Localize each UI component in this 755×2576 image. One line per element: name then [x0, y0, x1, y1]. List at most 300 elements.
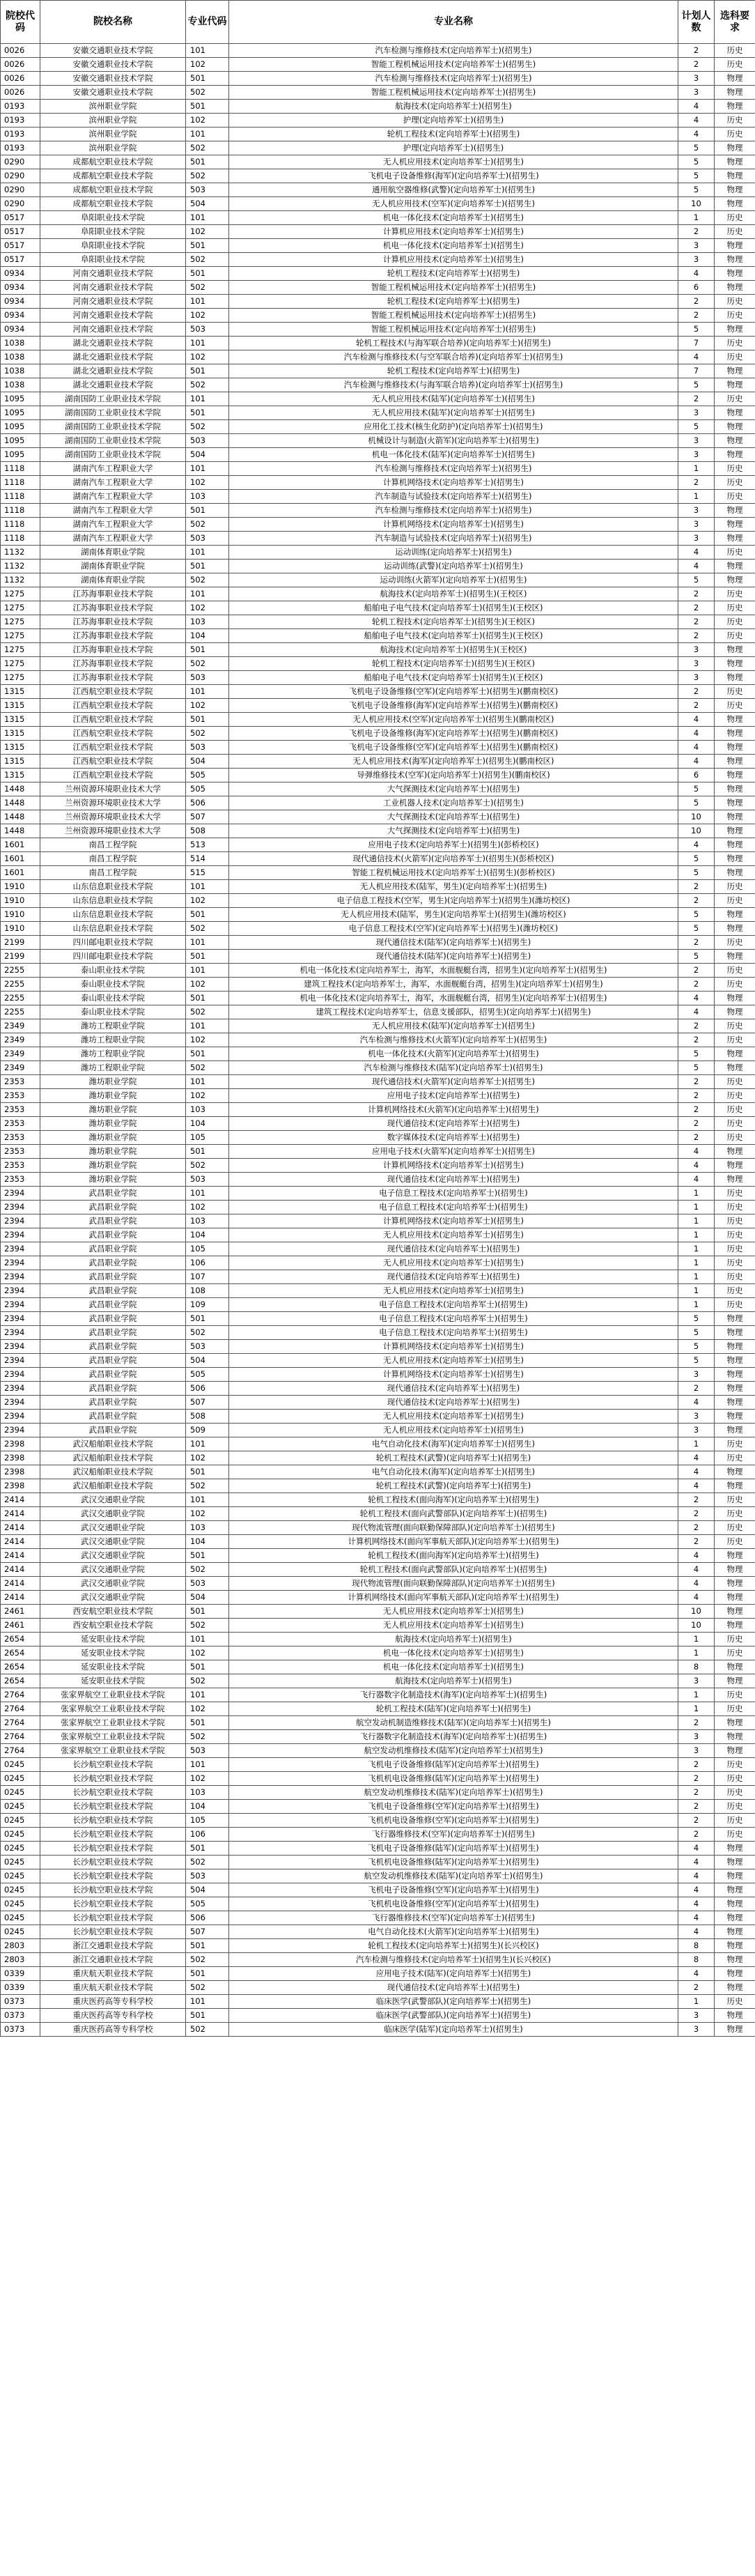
cell-plan-count: 3 — [678, 406, 715, 420]
cell-school-name: 成都航空职业技术学院 — [40, 155, 186, 169]
table-row — [1, 1995, 755, 2009]
cell-subject-requirement: 历史 — [715, 1437, 755, 1451]
cell-school-name: 长沙航空职业技术学院 — [40, 1814, 186, 1828]
table-row — [1, 978, 755, 992]
cell-school-name: 武昌职业学院 — [40, 1242, 186, 1256]
cell-school-code: 0517 — [1, 211, 40, 225]
cell-major-name: 航海技术(定向培养军士)(招男生) — [229, 100, 678, 114]
cell-major-name: 电子信息工程技术(定向培养军士)(招男生) — [229, 1201, 678, 1214]
table-row — [1, 1493, 755, 1507]
cell-school-name: 南昌工程学院 — [40, 838, 186, 852]
table-row — [1, 350, 755, 364]
cell-subject-requirement: 历史 — [715, 964, 755, 978]
cell-plan-count: 4 — [678, 1005, 715, 1019]
table-row — [1, 1284, 755, 1298]
table-row — [1, 1925, 755, 1939]
cell-subject-requirement: 物理 — [715, 448, 755, 462]
cell-subject-requirement: 物理 — [715, 1605, 755, 1619]
cell-major-code: 513 — [186, 838, 229, 852]
cell-school-code: 2394 — [1, 1242, 40, 1256]
cell-school-code: 1095 — [1, 420, 40, 434]
cell-major-code: 104 — [186, 1228, 229, 1242]
cell-subject-requirement: 历史 — [715, 1995, 755, 2009]
cell-major-name: 轮机工程技术(陆军)(定向培养军士)(招男生) — [229, 1702, 678, 1716]
cell-school-code: 1448 — [1, 796, 40, 810]
cell-school-name: 长沙航空职业技术学院 — [40, 1925, 186, 1939]
cell-subject-requirement: 物理 — [715, 1939, 755, 1953]
table-row — [1, 1883, 755, 1897]
cell-major-name: 现代通信技术(火箭军)(定向培养军士)(招男生)(彭桥校区) — [229, 852, 678, 866]
table-row — [1, 532, 755, 546]
cell-plan-count: 2 — [678, 225, 715, 239]
cell-major-code: 104 — [186, 629, 229, 643]
cell-school-code: 0290 — [1, 155, 40, 169]
cell-major-code: 502 — [186, 420, 229, 434]
cell-school-name: 湖南国防工业职业技术学院 — [40, 448, 186, 462]
cell-school-name: 潍坊职业学院 — [40, 1117, 186, 1131]
cell-plan-count: 1 — [678, 462, 715, 476]
cell-major-name: 机电一体化技术(定向培养军士)(招男生) — [229, 1646, 678, 1660]
cell-plan-count: 1 — [678, 1270, 715, 1284]
cell-school-code: 2349 — [1, 1061, 40, 1075]
table-row — [1, 1089, 755, 1103]
cell-major-code: 102 — [186, 978, 229, 992]
cell-plan-count: 3 — [678, 434, 715, 448]
cell-subject-requirement: 物理 — [715, 1479, 755, 1493]
table-row — [1, 1702, 755, 1716]
cell-school-code: 2461 — [1, 1605, 40, 1619]
cell-major-code: 501 — [186, 1465, 229, 1479]
table-row — [1, 155, 755, 169]
table-row — [1, 1145, 755, 1159]
cell-major-name: 飞机电子设备维修(陆军)(定向培养军士)(招男生) — [229, 1758, 678, 1772]
cell-subject-requirement: 物理 — [715, 950, 755, 964]
cell-plan-count: 2 — [678, 1535, 715, 1549]
cell-school-name: 西安航空职业技术学院 — [40, 1619, 186, 1633]
table-row — [1, 964, 755, 978]
cell-major-name: 轮机工程技术(与海军联合培养)(定向培养军士)(招男生) — [229, 337, 678, 350]
cell-major-code: 501 — [186, 1047, 229, 1061]
cell-school-code: 0245 — [1, 1758, 40, 1772]
table-row — [1, 267, 755, 281]
cell-school-name: 山东信息职业技术学院 — [40, 908, 186, 922]
cell-school-name: 长沙航空职业技术学院 — [40, 1772, 186, 1786]
cell-major-name: 轮机工程技术(武警)(定向培养军士)(招男生) — [229, 1479, 678, 1493]
cell-school-code: 2394 — [1, 1214, 40, 1228]
cell-school-name: 江西航空职业技术学院 — [40, 755, 186, 769]
cell-plan-count: 5 — [678, 378, 715, 392]
cell-major-code: 501 — [186, 364, 229, 378]
cell-major-code: 101 — [186, 936, 229, 950]
cell-school-code: 2414 — [1, 1535, 40, 1549]
cell-subject-requirement: 物理 — [715, 364, 755, 378]
cell-school-code: 2461 — [1, 1619, 40, 1633]
cell-plan-count: 4 — [678, 727, 715, 741]
cell-major-name: 无人机应用技术(定向培养军士)(招男生) — [229, 1354, 678, 1368]
cell-school-name: 武昌职业学院 — [40, 1410, 186, 1424]
cell-major-code: 509 — [186, 1424, 229, 1437]
cell-major-code: 504 — [186, 197, 229, 211]
cell-school-name: 河南交通职业技术学院 — [40, 295, 186, 309]
table-row — [1, 1005, 755, 1019]
cell-school-name: 安徽交通职业技术学院 — [40, 72, 186, 86]
cell-school-code: 2654 — [1, 1646, 40, 1660]
cell-school-name: 河南交通职业技术学院 — [40, 281, 186, 295]
cell-plan-count: 2 — [678, 1103, 715, 1117]
cell-major-name: 智能工程机械运用技术(定向培养军士)(招男生)(彭桥校区) — [229, 866, 678, 880]
cell-major-name: 轮机工程技术(定向培养军士)(招男生)(长兴校区) — [229, 1939, 678, 1953]
cell-major-code: 502 — [186, 1479, 229, 1493]
table-row — [1, 1786, 755, 1800]
cell-major-name: 计算机网络技术(面向军事航天部队)(定向培养军士)(招男生) — [229, 1535, 678, 1549]
cell-school-code: 2398 — [1, 1479, 40, 1493]
table-row — [1, 1911, 755, 1925]
cell-major-code: 501 — [186, 267, 229, 281]
cell-school-name: 张家界航空工业职业技术学院 — [40, 1716, 186, 1730]
cell-major-name: 轮机工程技术(面向武警部队)(定向培养军士)(招男生) — [229, 1563, 678, 1577]
cell-subject-requirement: 历史 — [715, 1814, 755, 1828]
cell-school-code: 2394 — [1, 1312, 40, 1326]
cell-school-code: 1315 — [1, 769, 40, 782]
cell-subject-requirement: 物理 — [715, 1674, 755, 1688]
cell-major-code: 501 — [186, 1660, 229, 1674]
cell-major-name: 无人机应用技术(定向培养军士)(招男生) — [229, 155, 678, 169]
cell-major-name: 计算机网络技术(定向培养军士)(招男生) — [229, 1159, 678, 1173]
cell-subject-requirement: 物理 — [715, 378, 755, 392]
cell-plan-count: 8 — [678, 1660, 715, 1674]
table-row — [1, 1437, 755, 1451]
cell-school-name: 张家界航空工业职业技术学院 — [40, 1730, 186, 1744]
cell-plan-count: 2 — [678, 476, 715, 490]
table-row — [1, 587, 755, 601]
table-row — [1, 1354, 755, 1368]
cell-subject-requirement: 物理 — [715, 267, 755, 281]
cell-major-code: 501 — [186, 406, 229, 420]
cell-subject-requirement: 历史 — [715, 1828, 755, 1842]
cell-school-name: 潍坊职业学院 — [40, 1089, 186, 1103]
cell-plan-count: 4 — [678, 1897, 715, 1911]
cell-plan-count: 5 — [678, 573, 715, 587]
cell-school-code: 2764 — [1, 1744, 40, 1758]
cell-school-code: 2353 — [1, 1103, 40, 1117]
cell-school-name: 武昌职业学院 — [40, 1270, 186, 1284]
cell-school-code: 2394 — [1, 1201, 40, 1214]
cell-subject-requirement: 物理 — [715, 2009, 755, 2023]
cell-school-code: 2394 — [1, 1396, 40, 1410]
cell-subject-requirement: 物理 — [715, 769, 755, 782]
cell-major-code: 505 — [186, 769, 229, 782]
cell-school-name: 武汉交通职业学院 — [40, 1563, 186, 1577]
table-row — [1, 1633, 755, 1646]
cell-major-name: 智能工程机械运用技术(定向培养军士)(招男生) — [229, 86, 678, 100]
cell-major-code: 109 — [186, 1298, 229, 1312]
cell-school-code: 2394 — [1, 1228, 40, 1242]
table-row — [1, 1563, 755, 1577]
cell-subject-requirement: 物理 — [715, 72, 755, 86]
cell-plan-count: 10 — [678, 197, 715, 211]
cell-major-code: 503 — [186, 741, 229, 755]
cell-plan-count: 2 — [678, 44, 715, 58]
table-row — [1, 755, 755, 769]
cell-subject-requirement: 历史 — [715, 1298, 755, 1312]
cell-school-name: 阜阳职业技术学院 — [40, 253, 186, 267]
cell-plan-count: 10 — [678, 810, 715, 824]
cell-school-name: 延安职业技术学院 — [40, 1646, 186, 1660]
cell-subject-requirement: 历史 — [715, 1507, 755, 1521]
cell-school-name: 长沙航空职业技术学院 — [40, 1897, 186, 1911]
cell-school-code: 2394 — [1, 1326, 40, 1340]
cell-school-code: 1448 — [1, 810, 40, 824]
cell-major-code: 501 — [186, 100, 229, 114]
cell-school-code: 2353 — [1, 1159, 40, 1173]
header-row — [1, 1, 755, 44]
cell-plan-count: 3 — [678, 1674, 715, 1688]
cell-school-name: 西安航空职业技术学院 — [40, 1605, 186, 1619]
cell-school-name: 长沙航空职业技术学院 — [40, 1828, 186, 1842]
cell-major-name: 电子信息工程技术(定向培养军士)(招男生) — [229, 1326, 678, 1340]
table-row — [1, 504, 755, 518]
cell-subject-requirement: 物理 — [715, 1005, 755, 1019]
cell-school-code: 0245 — [1, 1883, 40, 1897]
cell-major-code: 501 — [186, 2009, 229, 2023]
cell-major-code: 502 — [186, 1619, 229, 1633]
table-row — [1, 908, 755, 922]
cell-plan-count: 2 — [678, 1493, 715, 1507]
cell-major-name: 轮机工程技术(定向培养军士)(招男生) — [229, 295, 678, 309]
cell-school-code: 1910 — [1, 880, 40, 894]
cell-major-code: 101 — [186, 1187, 229, 1201]
table-row — [1, 490, 755, 504]
cell-school-name: 长沙航空职业技术学院 — [40, 1800, 186, 1814]
cell-school-name: 武昌职业学院 — [40, 1298, 186, 1312]
cell-school-code: 1095 — [1, 392, 40, 406]
cell-subject-requirement: 物理 — [715, 253, 755, 267]
cell-school-code: 1275 — [1, 643, 40, 657]
cell-major-code: 502 — [186, 1981, 229, 1995]
cell-major-code: 502 — [186, 253, 229, 267]
cell-school-code: 1118 — [1, 518, 40, 532]
cell-major-name: 轮机工程技术(定向培养军士)(招男生) — [229, 267, 678, 281]
cell-major-name: 汽车制造与试验技术(定向培养军士)(招男生) — [229, 532, 678, 546]
cell-major-code: 504 — [186, 1883, 229, 1897]
table-row — [1, 392, 755, 406]
cell-plan-count: 5 — [678, 155, 715, 169]
cell-major-name: 航海技术(定向培养军士)(招男生) — [229, 1674, 678, 1688]
cell-major-code: 105 — [186, 1814, 229, 1828]
cell-subject-requirement: 历史 — [715, 295, 755, 309]
cell-school-name: 兰州资源环境职业技术大学 — [40, 796, 186, 810]
table-row — [1, 434, 755, 448]
table-row — [1, 1591, 755, 1605]
cell-major-code: 103 — [186, 1786, 229, 1800]
cell-major-name: 航空发动机制造维修技术(陆军)(定向培养军士)(招男生) — [229, 1716, 678, 1730]
cell-major-name: 护理(定向培养军士)(招男生) — [229, 141, 678, 155]
cell-subject-requirement: 历史 — [715, 1256, 755, 1270]
cell-major-code: 101 — [186, 211, 229, 225]
cell-subject-requirement: 物理 — [715, 1856, 755, 1869]
cell-major-name: 电子信息工程技术(空军，男生)(定向培养军士)(招男生)(潍坊校区) — [229, 894, 678, 908]
cell-major-name: 轮机工程技术(定向培养军士)(招男生)(王校区) — [229, 615, 678, 629]
cell-plan-count: 2 — [678, 1800, 715, 1814]
cell-subject-requirement: 历史 — [715, 1702, 755, 1716]
cell-school-name: 武汉交通职业学院 — [40, 1535, 186, 1549]
cell-major-name: 无人机应用技术(陆军，男生)(定向培养军士)(招男生)(潍坊校区) — [229, 908, 678, 922]
table-row — [1, 950, 755, 964]
cell-major-name: 航空发动机维修技术(陆军)(定向培养军士)(招男生) — [229, 1869, 678, 1883]
cell-subject-requirement: 物理 — [715, 1549, 755, 1563]
cell-plan-count: 2 — [678, 629, 715, 643]
cell-major-code: 102 — [186, 1451, 229, 1465]
cell-subject-requirement: 物理 — [715, 741, 755, 755]
cell-subject-requirement: 物理 — [715, 573, 755, 587]
cell-subject-requirement: 历史 — [715, 392, 755, 406]
cell-major-name: 飞机电子设备维修(陆军)(定向培养军士)(招男生) — [229, 1842, 678, 1856]
cell-school-name: 武昌职业学院 — [40, 1354, 186, 1368]
cell-plan-count: 10 — [678, 824, 715, 838]
table-row — [1, 141, 755, 155]
cell-subject-requirement: 物理 — [715, 1410, 755, 1424]
table-row — [1, 448, 755, 462]
cell-major-name: 船舶电子电气技术(定向培养军士)(招男生)(王校区) — [229, 601, 678, 615]
table-row — [1, 1047, 755, 1061]
cell-major-code: 102 — [186, 699, 229, 713]
cell-school-name: 武昌职业学院 — [40, 1340, 186, 1354]
table-row — [1, 880, 755, 894]
cell-plan-count: 4 — [678, 1883, 715, 1897]
cell-school-name: 河南交通职业技术学院 — [40, 323, 186, 337]
cell-plan-count: 5 — [678, 169, 715, 183]
cell-subject-requirement: 物理 — [715, 1716, 755, 1730]
cell-school-code: 2394 — [1, 1424, 40, 1437]
cell-school-code: 2414 — [1, 1493, 40, 1507]
cell-subject-requirement: 物理 — [715, 1981, 755, 1995]
cell-subject-requirement: 物理 — [715, 1312, 755, 1326]
cell-subject-requirement: 物理 — [715, 1911, 755, 1925]
table-row — [1, 169, 755, 183]
cell-school-code: 2353 — [1, 1145, 40, 1159]
header-school-code: 院校代码 — [1, 1, 40, 44]
cell-school-name: 长沙航空职业技术学院 — [40, 1911, 186, 1925]
cell-school-name: 长沙航空职业技术学院 — [40, 1758, 186, 1772]
cell-school-name: 泰山职业技术学院 — [40, 978, 186, 992]
cell-subject-requirement: 物理 — [715, 1159, 755, 1173]
cell-school-name: 湖南汽车工程职业大学 — [40, 490, 186, 504]
cell-major-name: 临床医学(武警部队)(定向培养军士)(招男生) — [229, 1995, 678, 2009]
cell-major-code: 501 — [186, 560, 229, 573]
cell-major-name: 飞机机电设备维修(陆军)(定向培养军士)(招男生) — [229, 1772, 678, 1786]
cell-subject-requirement: 历史 — [715, 685, 755, 699]
cell-school-code: 2349 — [1, 1033, 40, 1047]
cell-plan-count: 4 — [678, 1159, 715, 1173]
cell-major-name: 计算机网络技术(定向培养军士)(招男生) — [229, 476, 678, 490]
cell-plan-count: 1 — [678, 1688, 715, 1702]
cell-school-code: 0026 — [1, 72, 40, 86]
cell-major-name: 无人机应用技术(海军)(定向培养军士)(招男生)(鹏南校区) — [229, 755, 678, 769]
cell-subject-requirement: 物理 — [715, 1744, 755, 1758]
cell-major-name: 飞机机电设备维修(空军)(定向培养军士)(招男生) — [229, 1897, 678, 1911]
cell-plan-count: 2 — [678, 978, 715, 992]
table-row — [1, 936, 755, 950]
cell-plan-count: 4 — [678, 1591, 715, 1605]
cell-major-code: 503 — [186, 183, 229, 197]
cell-major-code: 503 — [186, 434, 229, 448]
cell-major-code: 104 — [186, 1535, 229, 1549]
cell-plan-count: 4 — [678, 100, 715, 114]
cell-school-name: 湖南汽车工程职业大学 — [40, 476, 186, 490]
cell-school-name: 潍坊工程职业学院 — [40, 1047, 186, 1061]
table-row — [1, 1953, 755, 1967]
cell-school-code: 2349 — [1, 1019, 40, 1033]
cell-major-code: 505 — [186, 782, 229, 796]
cell-school-name: 潍坊工程职业学院 — [40, 1033, 186, 1047]
cell-major-code: 507 — [186, 810, 229, 824]
cell-major-name: 计算机网络技术(定向培养军士)(招男生) — [229, 1368, 678, 1382]
cell-major-name: 无人机应用技术(定向培养军士)(招男生) — [229, 1424, 678, 1437]
cell-subject-requirement: 历史 — [715, 699, 755, 713]
cell-major-code: 506 — [186, 1382, 229, 1396]
cell-school-name: 兰州资源环境职业技术大学 — [40, 810, 186, 824]
table-row — [1, 1744, 755, 1758]
table-row — [1, 796, 755, 810]
table-row — [1, 1716, 755, 1730]
cell-major-name: 无人机应用技术(陆军)(定向培养军士)(招男生) — [229, 1019, 678, 1033]
cell-school-code: 1601 — [1, 866, 40, 880]
header-major-code: 专业代码 — [186, 1, 229, 44]
cell-subject-requirement: 物理 — [715, 838, 755, 852]
cell-plan-count: 5 — [678, 1340, 715, 1354]
cell-major-code: 102 — [186, 1646, 229, 1660]
cell-school-name: 潍坊工程职业学院 — [40, 1019, 186, 1033]
cell-subject-requirement: 物理 — [715, 1061, 755, 1075]
cell-subject-requirement: 物理 — [715, 197, 755, 211]
cell-major-code: 503 — [186, 532, 229, 546]
cell-school-name: 湖南国防工业职业技术学院 — [40, 420, 186, 434]
cell-subject-requirement: 历史 — [715, 1284, 755, 1298]
cell-school-code: 2414 — [1, 1521, 40, 1535]
cell-plan-count: 3 — [678, 671, 715, 685]
cell-school-name: 泰山职业技术学院 — [40, 964, 186, 978]
table-row — [1, 1674, 755, 1688]
cell-subject-requirement: 历史 — [715, 894, 755, 908]
cell-plan-count: 2 — [678, 699, 715, 713]
table-row — [1, 1131, 755, 1145]
cell-major-code: 501 — [186, 1549, 229, 1563]
cell-major-code: 502 — [186, 1730, 229, 1744]
cell-major-code: 103 — [186, 1103, 229, 1117]
cell-school-code: 2255 — [1, 978, 40, 992]
cell-school-code: 1275 — [1, 657, 40, 671]
cell-subject-requirement: 历史 — [715, 546, 755, 560]
cell-school-code: 1910 — [1, 908, 40, 922]
table-row — [1, 183, 755, 197]
cell-major-name: 电子信息工程技术(定向培养军士)(招男生) — [229, 1312, 678, 1326]
cell-major-code: 501 — [186, 713, 229, 727]
table-row — [1, 713, 755, 727]
cell-plan-count: 1 — [678, 1214, 715, 1228]
table-row — [1, 894, 755, 908]
cell-school-name: 武汉交通职业学院 — [40, 1493, 186, 1507]
cell-school-name: 浙江交通职业技术学院 — [40, 1939, 186, 1953]
cell-major-code: 502 — [186, 1326, 229, 1340]
cell-major-name: 无人机应用技术(定向培养军士)(招男生) — [229, 1228, 678, 1242]
cell-plan-count: 2 — [678, 964, 715, 978]
table-row — [1, 420, 755, 434]
cell-major-code: 507 — [186, 1925, 229, 1939]
cell-major-name: 航空发动机维修技术(陆军)(定向培养军士)(招男生) — [229, 1786, 678, 1800]
cell-subject-requirement: 物理 — [715, 1340, 755, 1354]
cell-school-code: 1132 — [1, 573, 40, 587]
cell-major-name: 轮机工程技术(定向培养军士)(招男生)(王校区) — [229, 657, 678, 671]
